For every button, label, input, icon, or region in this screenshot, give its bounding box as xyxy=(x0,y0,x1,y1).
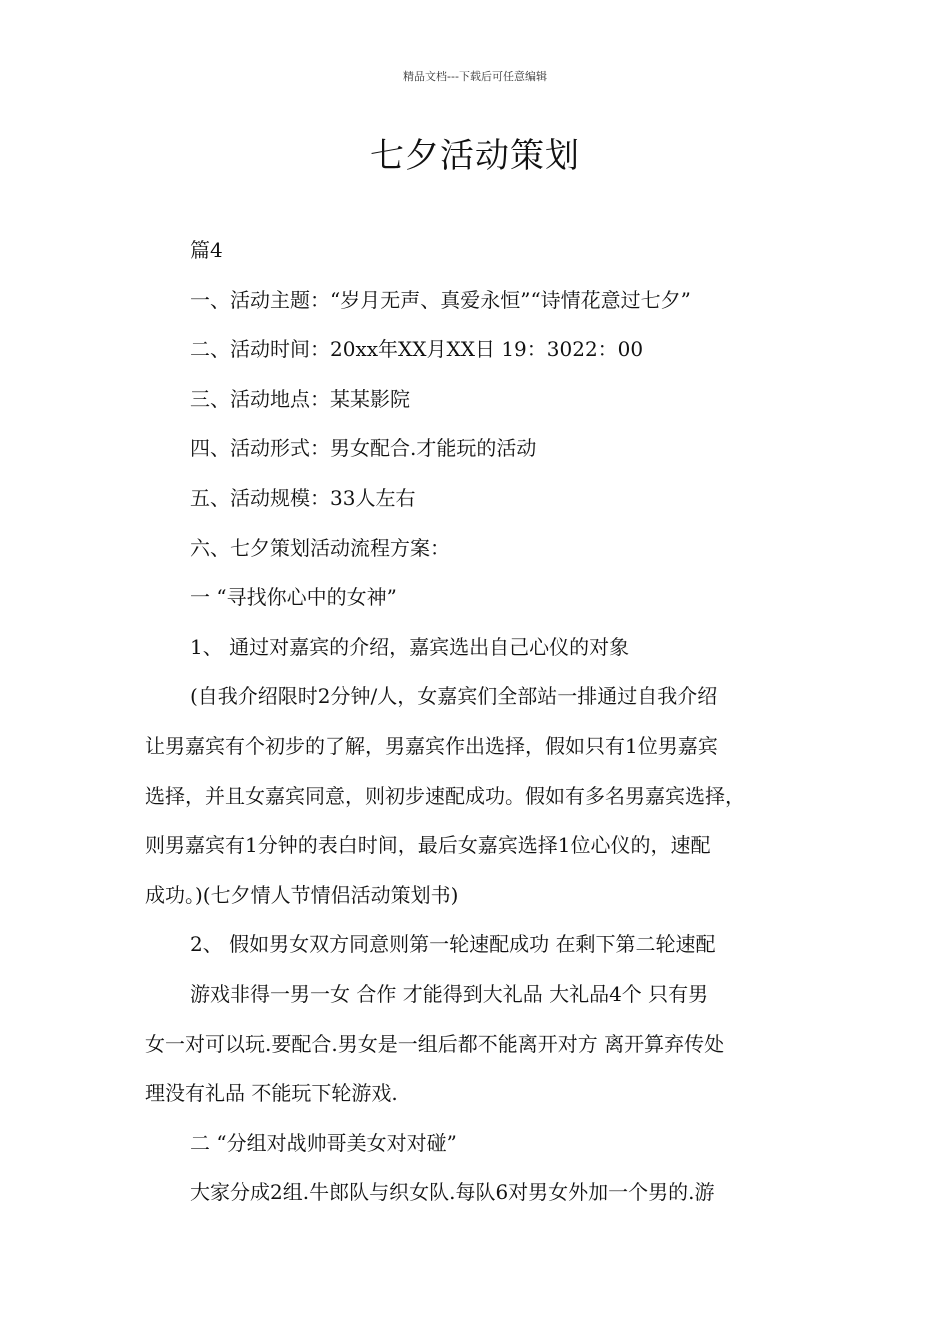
paragraph-line: 二、活动时间：20xx年XX月XX日 19：3022：00 xyxy=(190,337,644,362)
paragraph-line: 理没有礼品 不能玩下轮游戏. xyxy=(145,1081,398,1106)
paragraph-line: 让男嘉宾有个初步的了解，男嘉宾作出选择，假如只有1位男嘉宾 xyxy=(145,733,718,758)
paragraph-line: 大家分成2组.牛郎队与织女队.每队6对男女外加一个男的.游 xyxy=(190,1180,715,1205)
paragraph-line: 一 “寻找你心中的女神” xyxy=(190,585,397,610)
paragraph-line: 2、 假如男女双方同意则第一轮速配成功 在剩下第二轮速配 xyxy=(190,932,716,957)
paragraph-line: (自我介绍限时2分钟/人，女嘉宾们全部站一排通过自我介绍 xyxy=(190,684,718,709)
paragraph-line: 游戏非得一男一女 合作 才能得到大礼品 大礼品4个 只有男 xyxy=(190,981,709,1006)
paragraph-line: 一、活动主题：“岁月无声、真爱永恒”“诗情花意过七夕” xyxy=(190,287,691,312)
paragraph-line: 成功。)(七夕情人节情侣活动策划书) xyxy=(145,882,459,907)
paragraph-line: 四、活动形式：男女配合.才能玩的活动 xyxy=(190,436,537,461)
document-title: 七夕活动策划 xyxy=(370,136,580,176)
section-label: 篇4 xyxy=(190,238,223,262)
paragraph-line: 三、活动地点：某某影院 xyxy=(190,386,410,411)
paragraph-line: 选择，并且女嘉宾同意，则初步速配成功。假如有多名男嘉宾选择， xyxy=(145,783,745,808)
header-note: 精品文档---下载后可任意编辑 xyxy=(403,70,547,83)
document-body xyxy=(145,226,825,1218)
paragraph-line: 六、七夕策划活动流程方案： xyxy=(190,535,450,560)
paragraph-line: 1、 通过对嘉宾的介绍，嘉宾选出自己心仪的对象 xyxy=(190,634,630,659)
paragraph-line: 女一对可以玩.要配合.男女是一组后都不能离开对方 离开算弃传处 xyxy=(145,1031,725,1056)
paragraph-line: 五、活动规模：33人左右 xyxy=(190,485,416,510)
paragraph-line: 二 “分组对战帅哥美女对对碰” xyxy=(190,1130,457,1155)
paragraph-line: 则男嘉宾有1分钟的表白时间，最后女嘉宾选择1位心仪的，速配 xyxy=(145,833,711,858)
